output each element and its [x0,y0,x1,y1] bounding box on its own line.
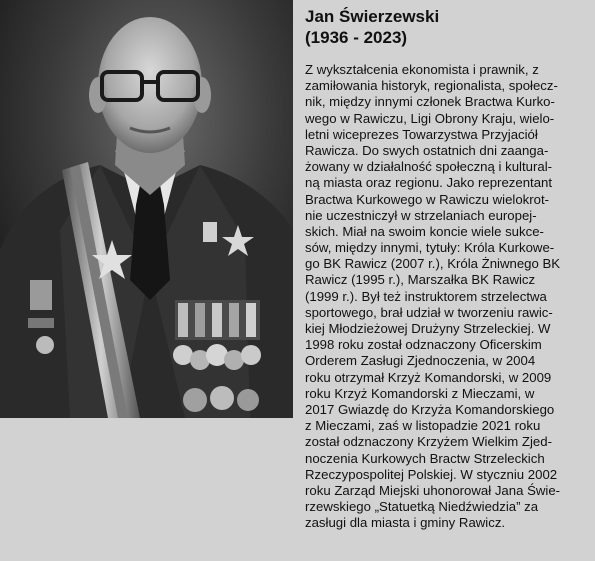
bio-line: Z wykształcenia ekonomista i prawnik, z [305,62,539,77]
portrait-photo [0,0,293,418]
life-years: (1936 - 2023) [305,28,408,47]
portrait-illustration [0,0,293,418]
bio-line: Rzeczypospolitej Polskiej. W styczniu 2002 [305,466,558,482]
bio-line: kiej Młodzieżowej Drużyny Strzeleckiej. W [305,321,551,336]
bio-line: Rawicz (1995 r.), Marszałka BK Rawicz [305,272,536,288]
bio-line: Bractwa Kurkowego w Rawiczu wielokrot- [305,191,550,207]
bio-line: wego w Rawiczu, Ligi Obrony Kraju, wielo- [305,110,555,126]
bio-line: z Mieczami, zaś w listopadzie 2021 roku [305,418,541,434]
bio-line: go BK Rawicz (2007 r.), Króla Żniwnego BK [305,256,561,272]
bio-line: sportowego, brał udział w tworzeniu rawic- [305,304,553,320]
bio-line: sów, między innymi, tytuły: Króla Kurkowe- [305,240,555,256]
heading-block [305,6,590,48]
bio-line: nik, między innymi członek Bractwa Kurko- [305,94,555,110]
bio-line: nie uczestniczył w strzelaniach europej- [305,207,537,223]
person-name: Jan Świerzewski [305,7,440,26]
bio-line: roku Zarząd Miejski uhonorował Jana Świe- [305,482,561,498]
bio-line: rzewskiego „Statuetką Niedźwiedzia” za [305,499,539,515]
bio-line: Rawicza. Do swych ostatnich dni zaanga- [305,142,549,158]
bio-line: 2017 Gwiazdę do Krzyża Komandorskiego [305,401,555,417]
bio-line: żowany w działalność społeczną i kultural- [305,159,553,175]
bio-line: został odznaczony Krzyżem Wielkim Zjed- [305,434,552,450]
bio-line: roku Krzyż Komandorski z Mieczami, w [305,385,535,401]
bio-line: skich. Miał na swoim koncie wiele sukce- [305,223,544,239]
bio-line: zamiłowania historyk, regionalista, społecz- [305,78,558,94]
bio-line: (1999 r.). Był też instruktorem strzelectwa [305,288,547,304]
bio-line: 1998 roku został odznaczony Oficerskim [305,337,542,353]
biography-text [305,62,590,531]
bio-line: noczenia Kurkowych Bractw Strzeleckich [305,450,545,466]
bio-line: Orderem Zasługi Zjednoczenia, w 2004 [305,353,536,369]
bio-line: ną miasta oraz regionu. Jako reprezentant [305,175,553,191]
bio-line: roku otrzymał Krzyż Komandorski, w 2009 [305,369,552,385]
bio-line: zasługi dla miasta i gminy Rawicz. [305,515,506,531]
bio-line: letni wiceprezes Towarzystwa Przyjaciół [305,126,538,142]
